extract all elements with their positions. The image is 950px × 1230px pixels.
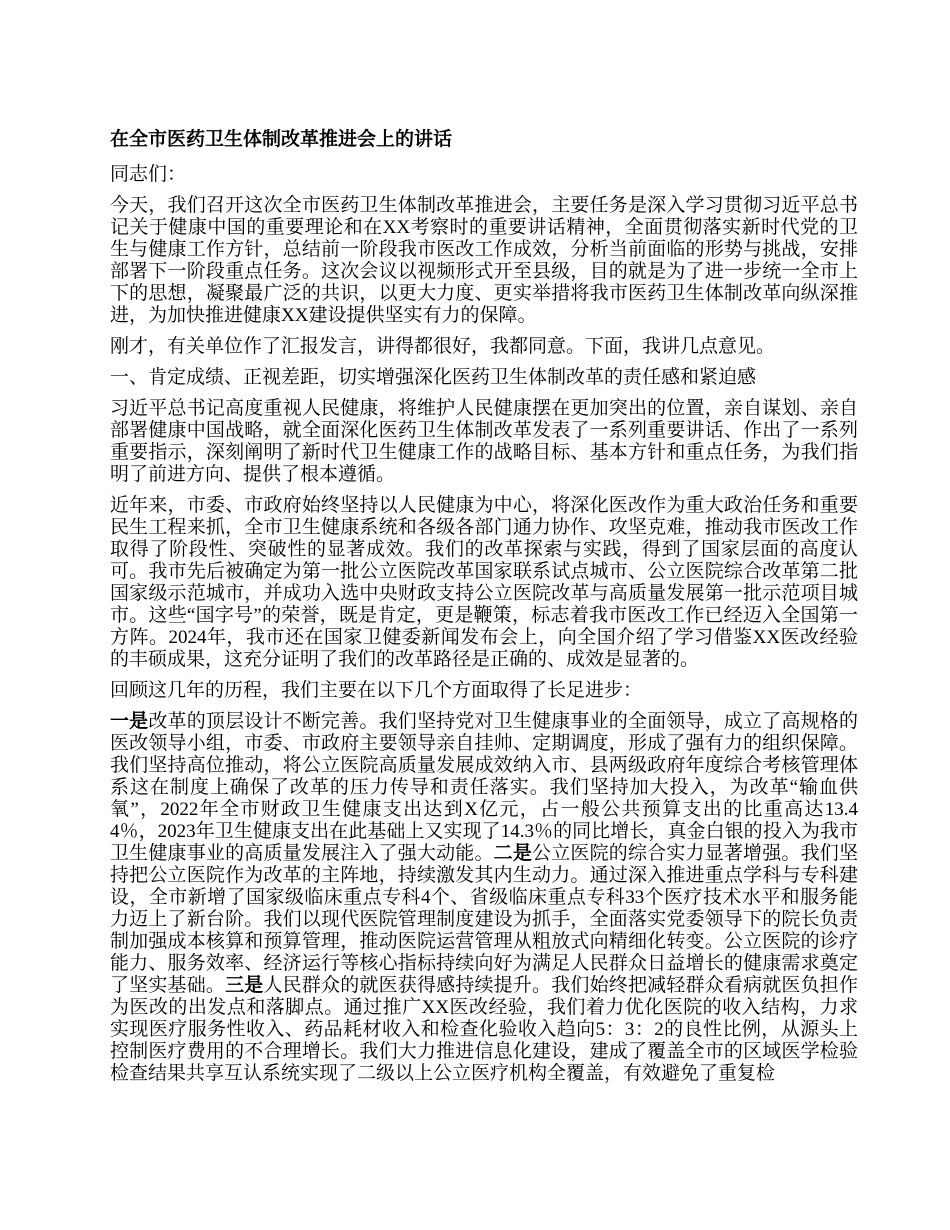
bold-text-run: 一是 xyxy=(110,711,149,732)
text-run: 近年来，市委、市政府始终坚持以人民健康为中心，将深化医改作为重大政治任务和重要民生工程来抓，全市卫生健康系统和各级各部门通力协作、攻坚克难，推动我市医改工作取得了阶段性、突破性的显著成效。我们的改革探索与实践，得到了国家层面的高度认可。我市先后被确定为第一批公立医院改革国家联系试点城市、公立医院综合改革第二批国家级示范城市，并成功入选中央财政支持公立医院改革与高质量发展第一批示范项目城市。这些“国字号”的荣誉，既是肯定，更是鞭策，标志着我市医改工作已经迈入全国第一方阵。2024年，我市还在国家卫健委新闻发布会上，向全国介绍了学习借鉴XX医改经验的丰硕成果，这充分证明了我们的改革路径是正确的、成效是显著的。 xyxy=(110,495,858,670)
document-body xyxy=(110,164,858,1085)
document-title: 在全市医药卫生体制改革推进会上的讲话 xyxy=(110,129,453,150)
text-run: 习近平总书记高度重视人民健康，将维护人民健康摆在更加突出的位置，亲自谋划、亲自部署健康中国战略，就全面深化医药卫生体制改革发表了一系列重要讲话、作出了一系列重要指示，深刻阐明了新时代卫生健康工作的战略目标、基本方针和重点任务，为我们指明了前进方向、提供了根本遵循。 xyxy=(110,398,858,485)
bold-text-run: 二是 xyxy=(493,843,533,864)
paragraph xyxy=(110,711,858,1085)
text-run: 改革的顶层设计不断完善。我们坚持党对卫生健康事业的全面领导，成立了高规格的医改领导小组，市委、市政府主要领导亲自挂帅、定期调度，形成了强有力的组织保障。我们坚持高位推动，将公立医院高质量发展成效纳入市、县两级政府年度综合考核管理体系这在制度上确保了改革的压力传导和责任落实。我们坚持加大投入，为改革“输血供氧”，2022年全市财政卫生健康支出达到X亿元，占一般公共预算支出的比重高达13.44％，2023年卫生健康支出在此基础上又实现了14.3％的同比增长，真金白银的投入为我市卫生健康事业的高质量发展注入了强大动能。 xyxy=(110,711,858,864)
paragraph xyxy=(110,680,858,702)
text-run: 公立医院的综合实力显著增强。我们坚持把公立医院作为改革的主阵地，持续激发其内生动力。通过深入推进重点学科与专科建设，全市新增了国家级临床重点专科4个、省级临床重点专科33个医疗技术水平和服务能力迈上了新台阶。我们以现代医院管理制度建设为抓手，全面落实党委领导下的院长负责制加强成本核算和预算管理，推动医院运营管理从粗放式向精细化转变。公立医院的诊疗能力、服务效率、经济运行等核心指标持续向好为满足人民群众日益增长的健康需求奠定了坚实基础。 xyxy=(110,843,858,996)
paragraph xyxy=(110,367,858,389)
paragraph xyxy=(110,195,858,327)
text-run: 刚才，有关单位作了汇报发言，讲得都很好，我都同意。下面，我讲几点意见。 xyxy=(110,336,776,357)
bold-text-run: 三是 xyxy=(225,975,264,996)
paragraph xyxy=(110,495,858,671)
text-run: 一、肯定成绩、正视差距，切实增强深化医药卫生体制改革的责任感和紧迫感 xyxy=(110,367,757,388)
text-run: 今天，我们召开这次全市医药卫生体制改革推进会，主要任务是深入学习贯彻习近平总书记关于健康中国的重要理论和在XX考察时的重要讲话精神，全面贯彻落实新时代党的卫生与健康工作方针，总结前一阶段我市医改工作成效，分析当前面临的形势与挑战，安排部署下一阶段重点任务。这次会议以视频形式开至县级，目的就是为了进一步统一全市上下的思想，凝聚最广泛的共识，以更大力度、更实举措将我市医药卫生体制改革向纵深推进，为加快推进健康XX建设提供坚实有力的保障。 xyxy=(110,195,858,326)
text-run: 同志们： xyxy=(110,164,187,185)
paragraph xyxy=(110,164,858,186)
text-run: 回顾这几年的历程，我们主要在以下几个方面取得了长足进步： xyxy=(110,680,643,701)
paragraph xyxy=(110,398,858,486)
text-run: 人民群众的就医获得感持续提升。我们始终把减轻群众看病就医负担作为医改的出发点和落脚点。通过推广XX医改经验，我们着力优化医院的收入结构，力求实现医疗服务性收入、药品耗材收入和检查化验收入趋向5：3：2的良性比例，从源头上控制医疗费用的不合理增长。我们大力推进信息化建设，建成了覆盖全市的区域医学检验检查结果共享互认系统实现了二级以上公立医疗机构全覆盖，有效避免了重复检 xyxy=(110,975,858,1084)
document-page xyxy=(110,128,858,1094)
paragraph xyxy=(110,336,858,358)
